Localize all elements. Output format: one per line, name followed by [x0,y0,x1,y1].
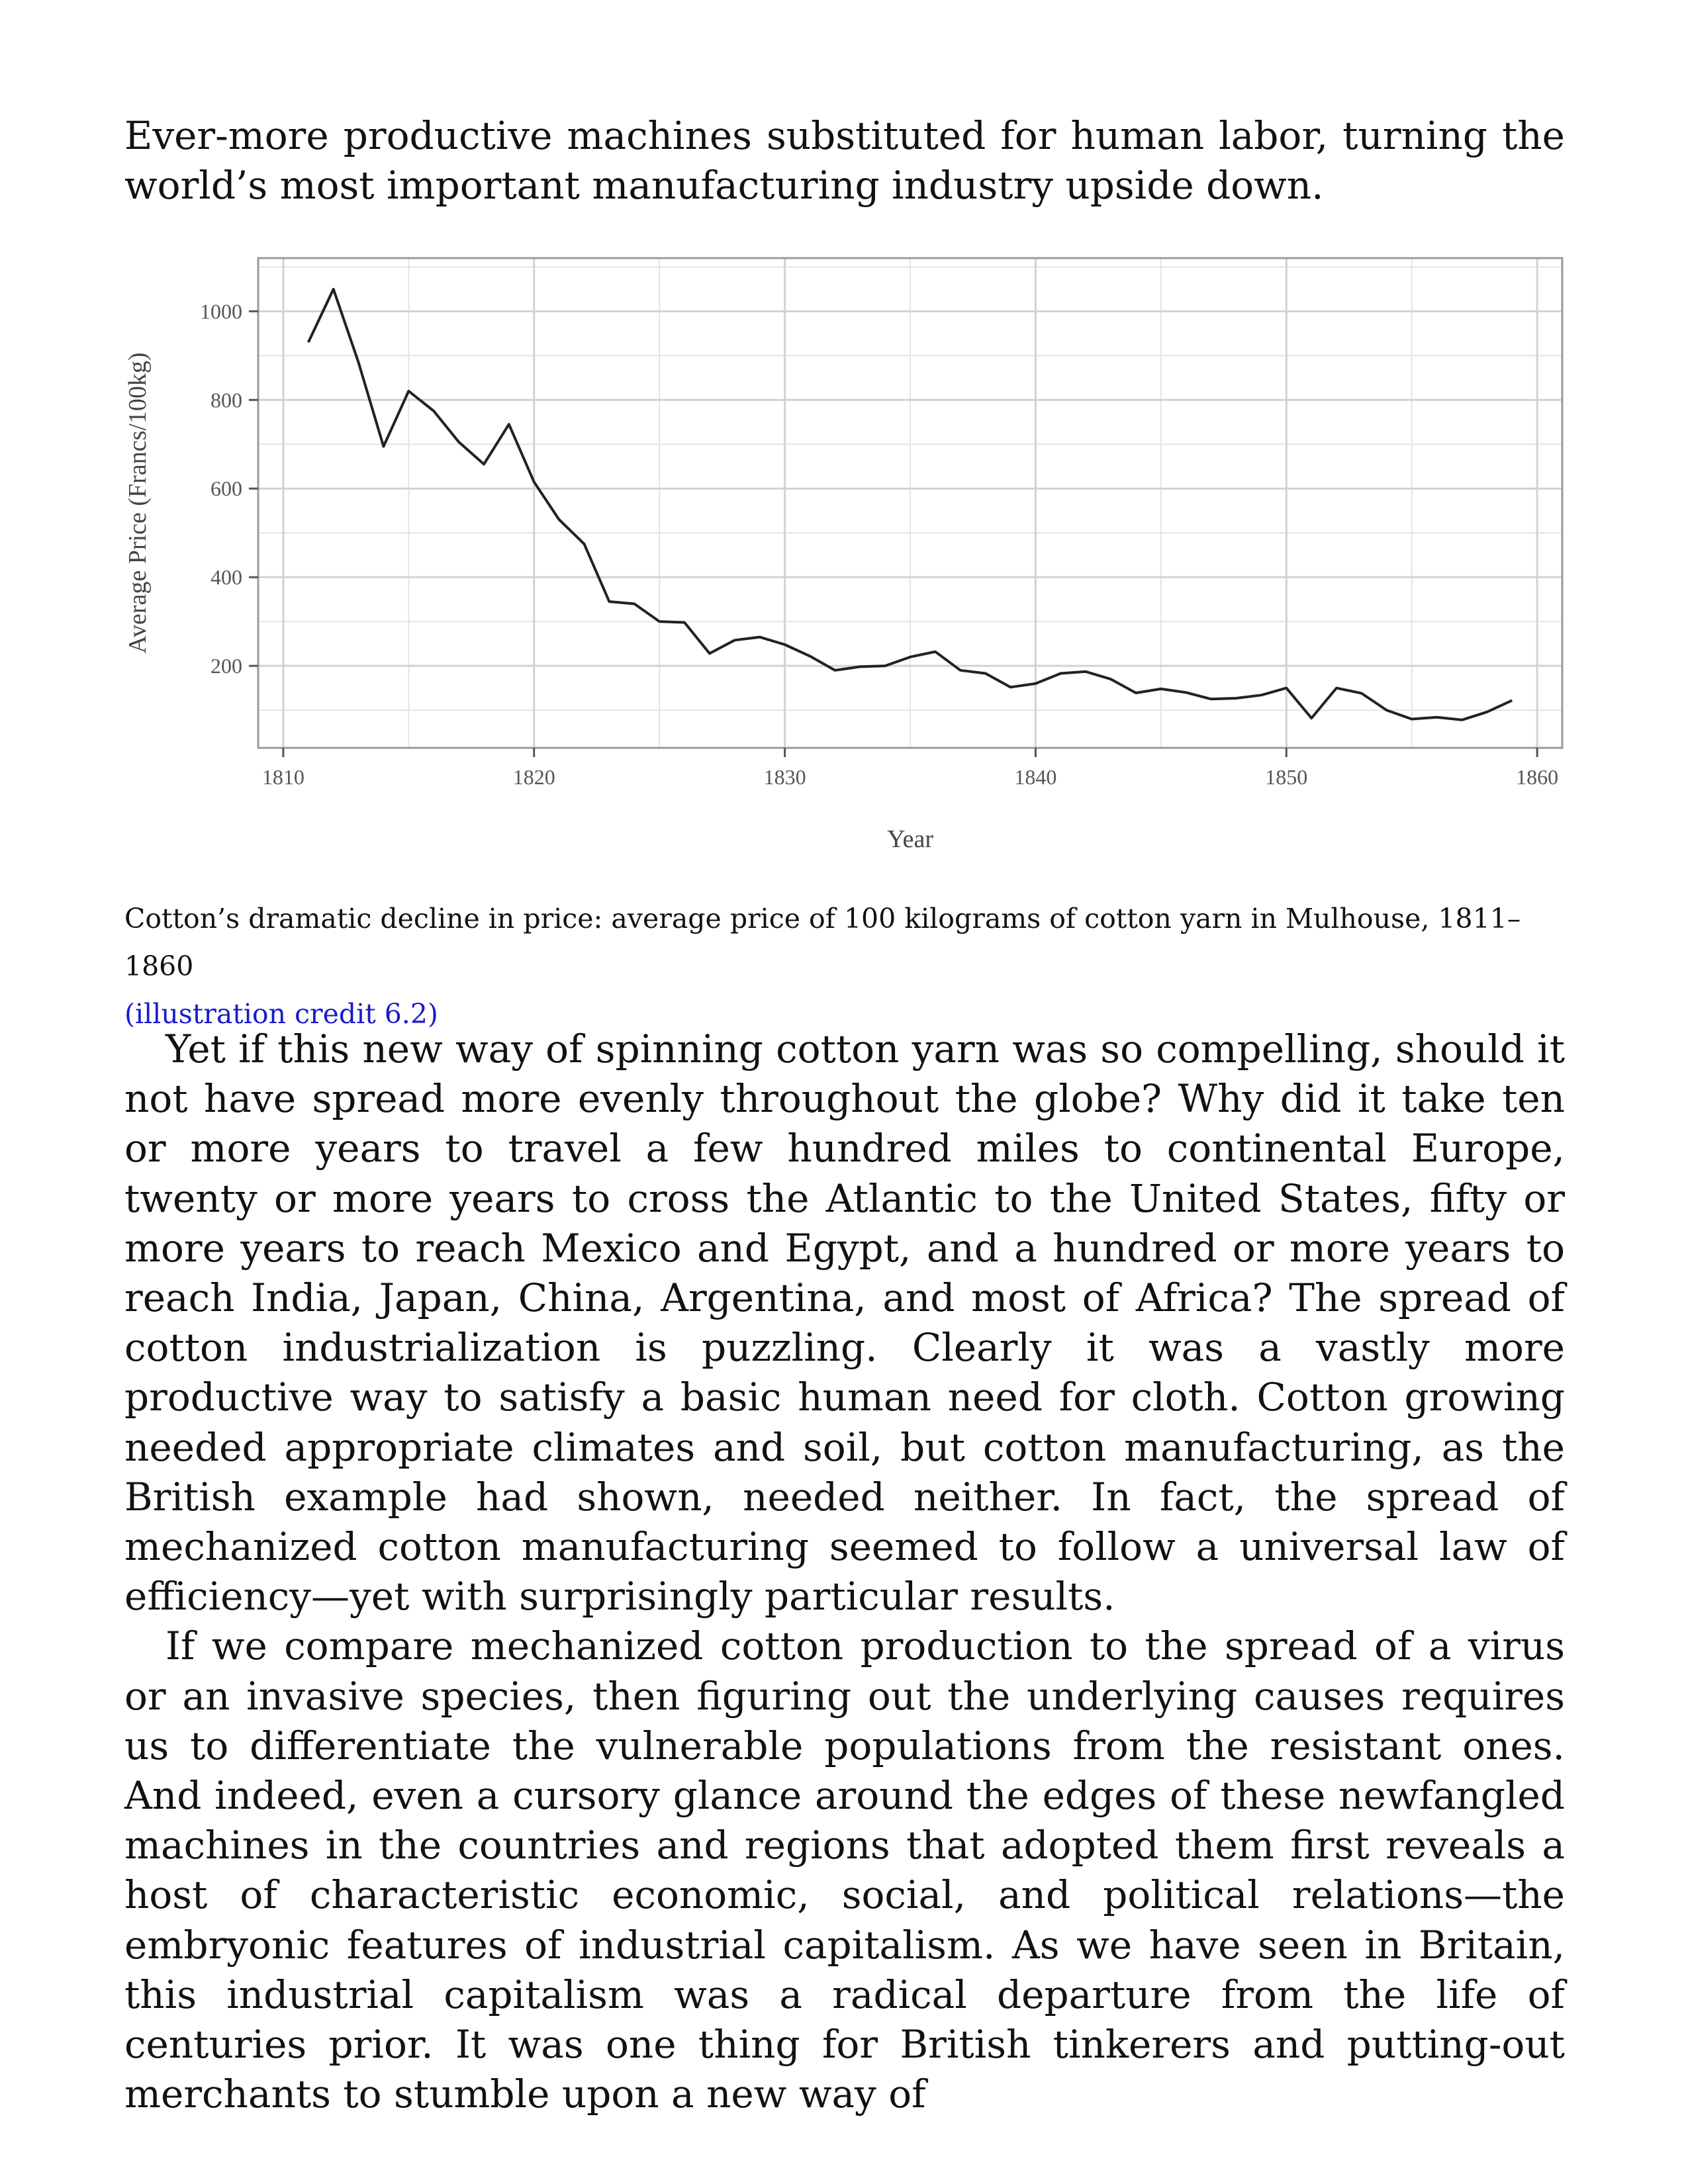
x-tick-label: 1840 [1014,765,1057,789]
figure-caption [124,895,1581,1038]
y-tick-label: 800 [211,388,242,412]
y-tick-label: 600 [211,477,242,501]
x-tick-label: 1810 [261,765,305,789]
body-paragraph-2: If we compare mechanized cotton production to the spread of a virus or an invasive species, then figuring out the underlying causes requires us to differentiate the vulnerable populations from the resistant ones. And indeed, even a cursory glance around the edges of these newfangled machines in the countries and regions that adopted them first reveals a host of characteristic economic, social, and political relations—the embryonic features of industrial capitalism. As we have seen in Britain, this industrial capitalism was a radical departure from the life of centuries prior. It was one thing for British tinkerers and putting-out merchants to stumble upon a new way of [124,1623,1565,2117]
caption-text: Cotton’s dramatic decline in price: average price of 100 kilograms of cotton yarn in Mulhouse, 1811–1860 [124,903,1521,982]
price-chart [119,245,1582,860]
body-text [124,1024,1565,2119]
chart-axes [200,299,1558,789]
body-paragraph-1: Yet if this new way of spinning cotton yarn was so compelling, should it not have spread more evenly throughout the globe? Why did it take ten or more years to travel a few hundred miles to continental Europe, twenty or more years to cross the Atlantic to the United States, fifty or more years to reach Mexico and Egypt, and a hundred or more years to reach India, Japan, China, Argentina, and most of Africa? The spread of cotton industrialization is puzzling. Clearly it was a vastly more productive way to satisfy a basic human need for cloth. Cotton growing needed appropriate climates and soil, but cotton manufacturing, as the British example had shown, needed neither. In fact, the spread of mechanized cotton manufacturing seemed to follow a universal law of efficiency—yet with surprisingly particular results. [124,1026,1565,1619]
intro-paragraph: Ever-more productive machines substituted for human labor, turning the world’s most important manufacturing industry upside down. [124,113,1565,208]
price-line-chart [119,245,1582,860]
x-tick-label: 1830 [763,765,806,789]
illustration-credit-link[interactable]: (illustration credit 6.2) [124,998,438,1030]
y-tick-label: 1000 [200,299,242,324]
x-tick-label: 1860 [1516,765,1559,789]
x-tick-label: 1820 [512,765,555,789]
x-tick-label: 1850 [1265,765,1308,789]
y-tick-label: 200 [211,654,242,678]
y-tick-label: 400 [211,565,242,590]
chart-grid [258,258,1562,748]
y-axis-title: Average Price (Francs/100kg) [124,352,152,654]
x-axis-title: Year [886,825,934,853]
